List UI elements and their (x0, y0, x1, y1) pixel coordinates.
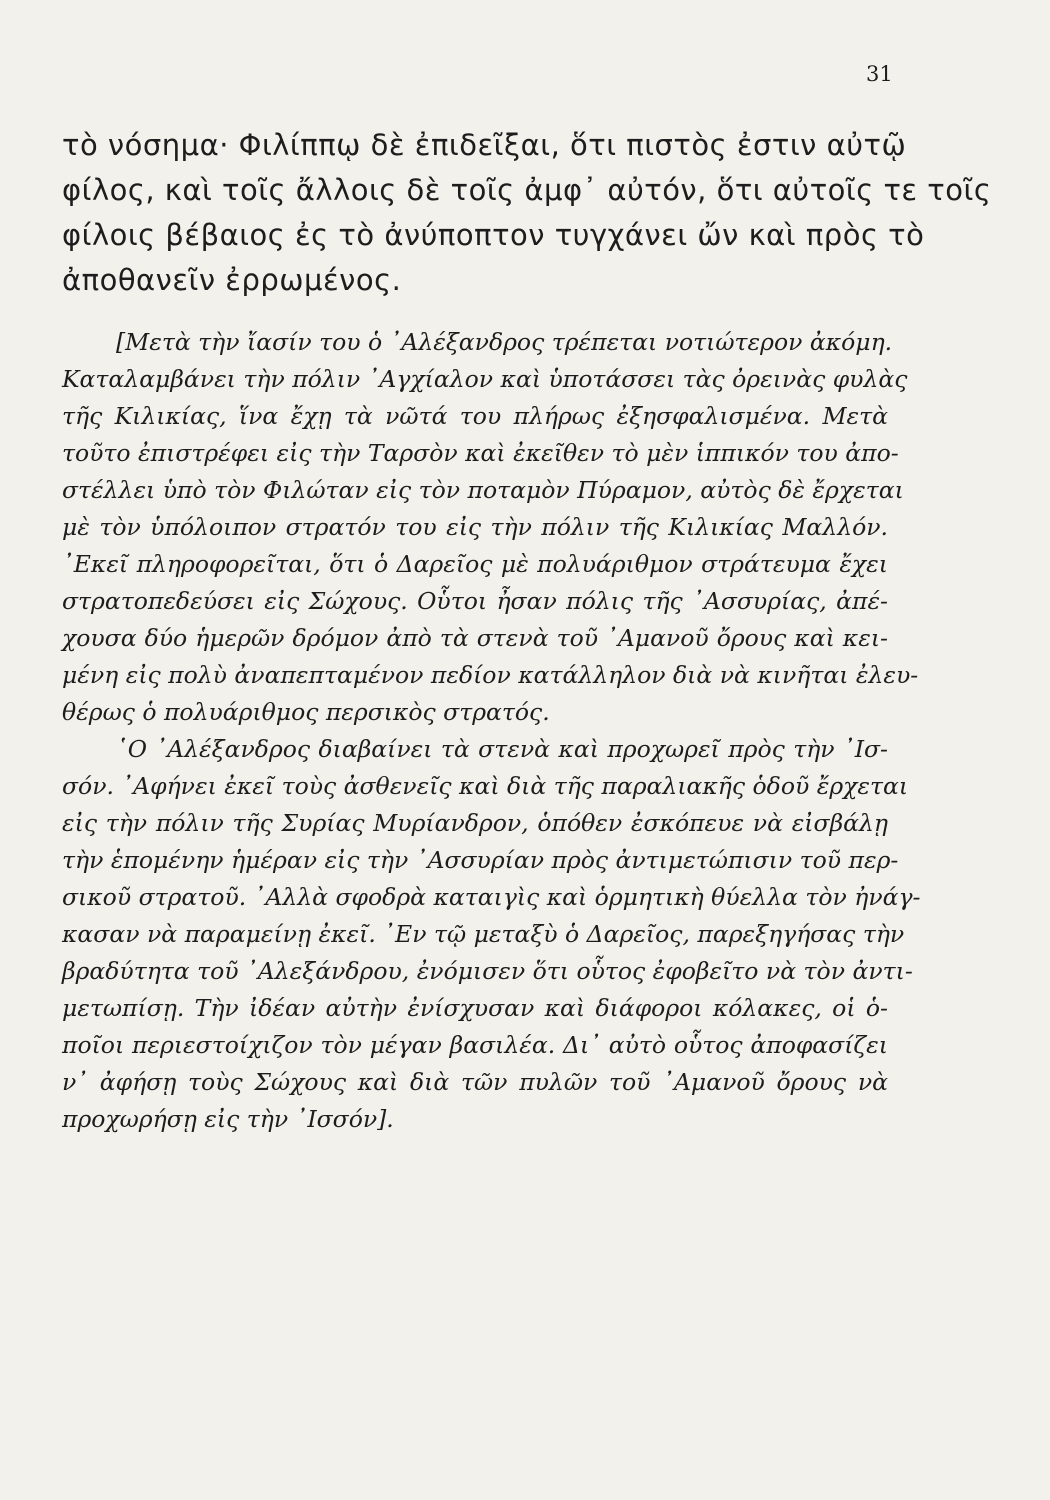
commentary-line: στέλλει ὑπὸ τὸν Φιλώταν εἰς τὸν ποταμὸν Πύραμον, αὐτὸς δὲ ἔρχεται (62, 476, 904, 504)
commentary-line: Καταλαμβάνει τὴν πόλιν ᾿Αγχίαλον καὶ ὑποτάσσει τὰς ὀρεινὰς φυλὰς (62, 365, 908, 393)
commentary-line: σικοῦ στρατοῦ. ᾿Αλλὰ σφοδρὰ καταιγὶς καὶ ὁρμητικὴ θύελλα τὸν ἠνάγ- (62, 883, 921, 911)
commentary-line: μὲ τὸν ὑπόλοιπον στρατόν του εἰς τὴν πόλιν τῆς Κιλικίας Μαλλόν. (62, 513, 888, 541)
commentary-line: ποῖοι περιεστοίχιζον τὸν μέγαν βασιλέα. Δι᾿ αὐτὸ οὗτος ἀποφασίζει (62, 1031, 888, 1059)
commentary-line: χουσα δύο ἡμερῶν δρόμον ἀπὸ τὰ στενὰ τοῦ ᾿Αμανοῦ ὄρους καὶ κει- (62, 624, 888, 652)
commentary-line: μετωπίσῃ. Τὴν ἰδέαν αὐτὴν ἐνίσχυσαν καὶ διάφοροι κόλακες, οἱ ὁ- (62, 994, 888, 1022)
quote-line: τὸ νόσημα· Φιλίππῳ δὲ ἐπιδεῖξαι, ὅτι πιστὸς ἐστιν αὐτῷ (62, 128, 907, 162)
commentary-line: ᾿Εκεῖ πληροφορεῖται, ὅτι ὁ Δαρεῖος μὲ πολυάριθμον στράτευμα ἔχει (62, 550, 888, 578)
commentary-line: μένη εἰς πολὺ ἀναπεπταμένον πεδίον κατάλληλον διὰ νὰ κινῆται ἐλευ- (62, 661, 919, 689)
quote-line: φίλοις βέβαιος ἐς τὸ ἀνύποπτον τυγχάνει ὤν καὶ πρὸς τὸ (62, 218, 925, 252)
quote-line: ἀποθανεῖν ἐρρωμένος. (62, 263, 402, 297)
commentary-line: τῆς Κιλικίας, ἵνα ἔχῃ τὰ νῶτά του πλήρως ἐξησφαλισμένα. Μετὰ (62, 402, 888, 430)
quote-line: φίλος, καὶ τοῖς ἄλλοις δὲ τοῖς ἀμφ᾽ αὐτόν, ὅτι αὐτοῖς τε τοῖς (62, 173, 992, 207)
commentary-line: εἰς τὴν πόλιν τῆς Συρίας Μυρίανδρον, ὁπόθεν ἐσκόπευε νὰ εἰσβάλῃ (62, 809, 888, 837)
commentary-line: σόν. ᾿Αφήνει ἐκεῖ τοὺς ἀσθενεῖς καὶ διὰ τῆς παραλιακῆς ὁδοῦ ἔρχεται (62, 772, 909, 800)
commentary-line: τοῦτο ἐπιστρέφει εἰς τὴν Ταρσὸν καὶ ἐκεῖθεν τὸ μὲν ἱππικόν του ἀπο- (62, 439, 899, 467)
page-number: 31 (866, 62, 893, 86)
commentary-line: κασαν νὰ παραμείνῃ ἐκεῖ. ᾿Εν τῷ μεταξὺ ὁ Δαρεῖος, παρεξηγήσας τὴν (62, 920, 905, 948)
commentary-line: ῾Ο ᾿Αλέξανδρος διαβαίνει τὰ στενὰ καὶ προχωρεῖ πρὸς τὴν ᾿Ισ- (116, 735, 888, 763)
commentary-line: βραδύτητα τοῦ ᾿Αλεξάνδρου, ἐνόμισεν ὅτι οὗτος ἐφοβεῖτο νὰ τὸν ἀντι- (62, 957, 913, 985)
commentary-line: ν᾿ ἀφήσῃ τοὺς Σώχους καὶ διὰ τῶν πυλῶν τοῦ ᾿Αμανοῦ ὄρους νὰ (62, 1068, 888, 1096)
commentary-line: θέρως ὁ πολυάριθμος περσικὸς στρατός. (62, 698, 550, 726)
commentary-line: προχωρήσῃ εἰς τὴν ᾿Ισσόν]. (62, 1105, 394, 1133)
commentary-line: τὴν ἑπομένην ἡμέραν εἰς τὴν ᾿Ασσυρίαν πρὸς ἀντιμετώπισιν τοῦ περ- (62, 846, 899, 874)
commentary-line: [Μετὰ τὴν ἴασίν του ὁ ᾿Αλέξανδρος τρέπεται νοτιώτερον ἀκόμη. (116, 328, 893, 356)
commentary-line: στρατοπεδεύσει εἰς Σώχους. Οὗτοι ἦσαν πόλις τῆς ᾿Ασσυρίας, ἀπέ- (62, 587, 888, 615)
